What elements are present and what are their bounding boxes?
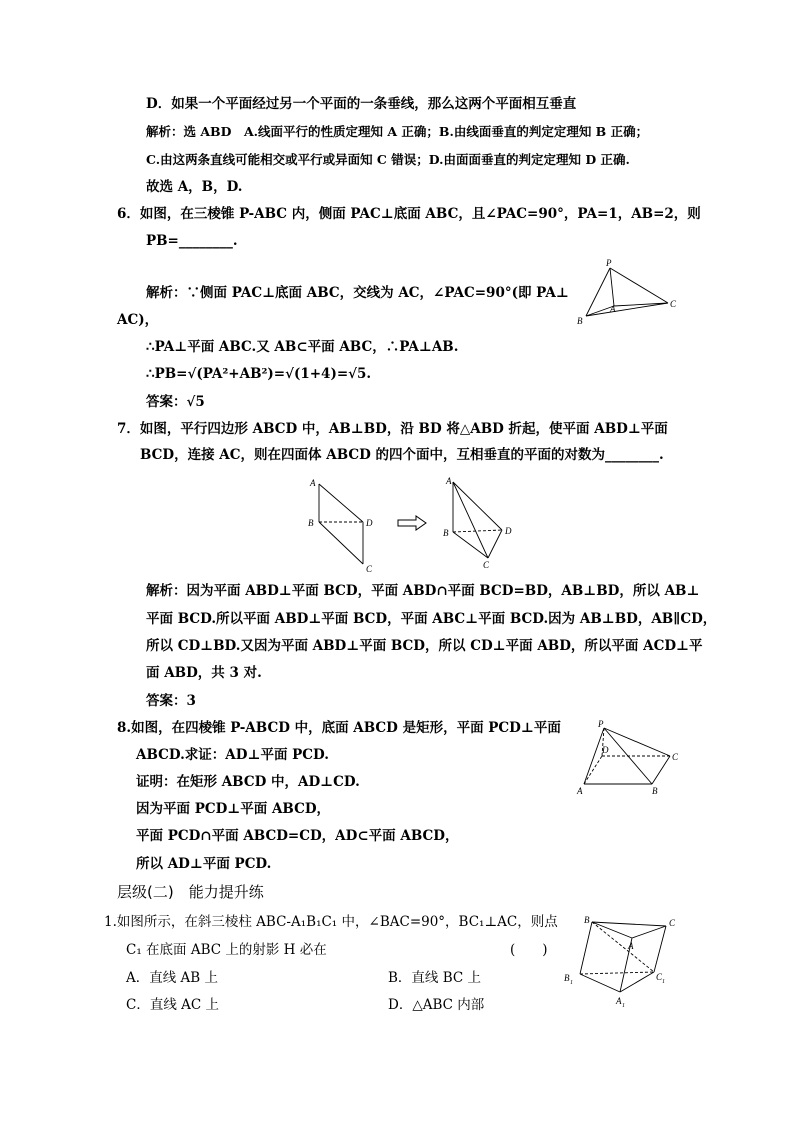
q8-proof-line: 证明：在矩形 ABCD 中，AD⊥CD. — [136, 774, 360, 790]
label-a: A — [577, 786, 583, 796]
q6-analysis-line: ∴PA⊥平面 ABC.又 AB⊂平面 ABC，∴PA⊥AB. — [146, 339, 459, 355]
question-6-stem: 6．如图，在三棱锥 P-ABC 内，侧面 PAC⊥底面 ABC，且∠PAC=90°，PA=1，AB=2，则 — [117, 206, 701, 222]
label-p: P — [606, 258, 612, 268]
question-7-stem: BCD，连接 AC，则在四面体 ABCD 的四个面中，互相垂直的平面的对数为________. — [140, 447, 664, 463]
question-7-stem: 7．如图，平行四边形 ABCD 中，AB⊥BD，沿 BD 将△ABD 折起，使平面 ABD⊥平面 — [117, 421, 668, 437]
section-title: 层级(二) 能力提升练 — [117, 883, 264, 901]
q7-analysis-line: 解析：因为平面 ABD⊥平面 BCD，平面 ABD∩平面 BCD=BD，AB⊥BD，所以 AB⊥ — [146, 583, 700, 599]
label-b: B — [308, 518, 314, 528]
option-d-line: D．如果一个平面经过另一个平面的一条垂线，那么这两个平面相互垂直 — [146, 96, 577, 112]
label-b: B — [443, 528, 449, 538]
label-a1: A — [616, 996, 622, 1006]
q1-option-c[interactable]: C．直线 AC 上 — [126, 997, 219, 1013]
label-d: D — [505, 526, 512, 536]
label-c: C — [483, 560, 490, 570]
q6-analysis-line: 解析：∵侧面 PAC⊥底面 ABC，交线为 AC，∠PAC=90°(即 PA⊥ — [146, 285, 569, 301]
q6-answer: 答案：√5 — [146, 394, 205, 410]
fold-arrow-icon — [396, 515, 428, 531]
folded-tetrahedron-figure — [438, 472, 524, 576]
label-b1: B — [564, 973, 570, 983]
q1-stem: C₁ 在底面 ABC 上的射影 H 必在 — [126, 942, 327, 958]
q6-analysis-line: AC)， — [117, 312, 159, 328]
label-a: A — [628, 941, 634, 951]
label-d: D — [366, 518, 373, 528]
triangular-pyramid-figure — [572, 258, 682, 332]
parallelogram-figure — [305, 472, 385, 576]
q1-option-a[interactable]: A．直线 AB 上 — [126, 970, 219, 986]
label-c: C — [669, 918, 676, 928]
analysis-line: C.由这两条直线可能相交或平行或异面知 C 错误；D.由面面垂直的判定定理知 D 正确. — [146, 152, 630, 167]
question-8-stem: ABCD.求证：AD⊥平面 PCD. — [136, 747, 329, 763]
q7-analysis-line: 平面 BCD.所以平面 ABD⊥平面 BCD，平面 ABC⊥平面 BCD.因为 AB⊥BD，AB∥CD， — [146, 611, 717, 627]
q8-proof-line: 平面 PCD∩平面 ABCD=CD，AD⊂平面 ABCD， — [136, 828, 459, 844]
q8-proof-line: 因为平面 PCD⊥平面 ABCD， — [136, 801, 331, 817]
label-a: A — [446, 476, 452, 486]
label-b: B — [584, 915, 590, 925]
oblique-prism-figure — [558, 912, 688, 1012]
analysis-line: 故选 A，B，D. — [146, 179, 243, 195]
label-c: C — [670, 299, 677, 309]
q1-option-d[interactable]: D．△ABC 内部 — [388, 997, 485, 1013]
label-c1: C — [656, 972, 663, 982]
q1-answer-bracket: ( ) — [510, 942, 548, 958]
question-8-stem: 8.如图，在四棱锥 P-ABCD 中，底面 ABCD 是矩形，平面 PCD⊥平面 — [117, 720, 561, 736]
q1-option-b[interactable]: B．直线 BC 上 — [388, 970, 482, 986]
q7-analysis-line: 面 ABD，共 3 对. — [146, 665, 262, 681]
label-c: C — [672, 752, 679, 762]
q7-analysis-line: 所以 CD⊥BD.又因为平面 ABD⊥平面 BCD，所以 CD⊥平面 ABD，所以平面 ACD⊥平 — [146, 638, 703, 654]
label-b: B — [577, 316, 583, 326]
q7-answer: 答案：3 — [146, 693, 196, 709]
q1-stem: 1.如图所示，在斜三棱柱 ABC-A₁B₁C₁ 中，∠BAC=90°，BC₁⊥AC，则点 — [104, 914, 558, 930]
label-b1-sub: 1 — [570, 980, 573, 986]
quad-pyramid-figure — [572, 718, 684, 798]
question-6-stem: PB=________. — [146, 233, 238, 249]
analysis-line: 解析：选 ABD A.线面平行的性质定理知 A 正确；B.由线面垂直的判定定理知 B 正确； — [146, 124, 649, 139]
label-c: C — [366, 564, 373, 574]
q8-proof-line: 所以 AD⊥平面 PCD. — [136, 856, 272, 872]
q6-analysis-line: ∴PB=√(PA²+AB²)=√(1+4)=√5. — [146, 366, 372, 382]
label-a1-sub: 1 — [622, 1003, 625, 1009]
label-b: B — [652, 786, 658, 796]
label-c1-sub: 1 — [662, 979, 665, 985]
label-a: A — [610, 304, 616, 314]
label-p: P — [598, 719, 604, 729]
label-d: D — [602, 745, 609, 755]
label-a: A — [310, 478, 316, 488]
